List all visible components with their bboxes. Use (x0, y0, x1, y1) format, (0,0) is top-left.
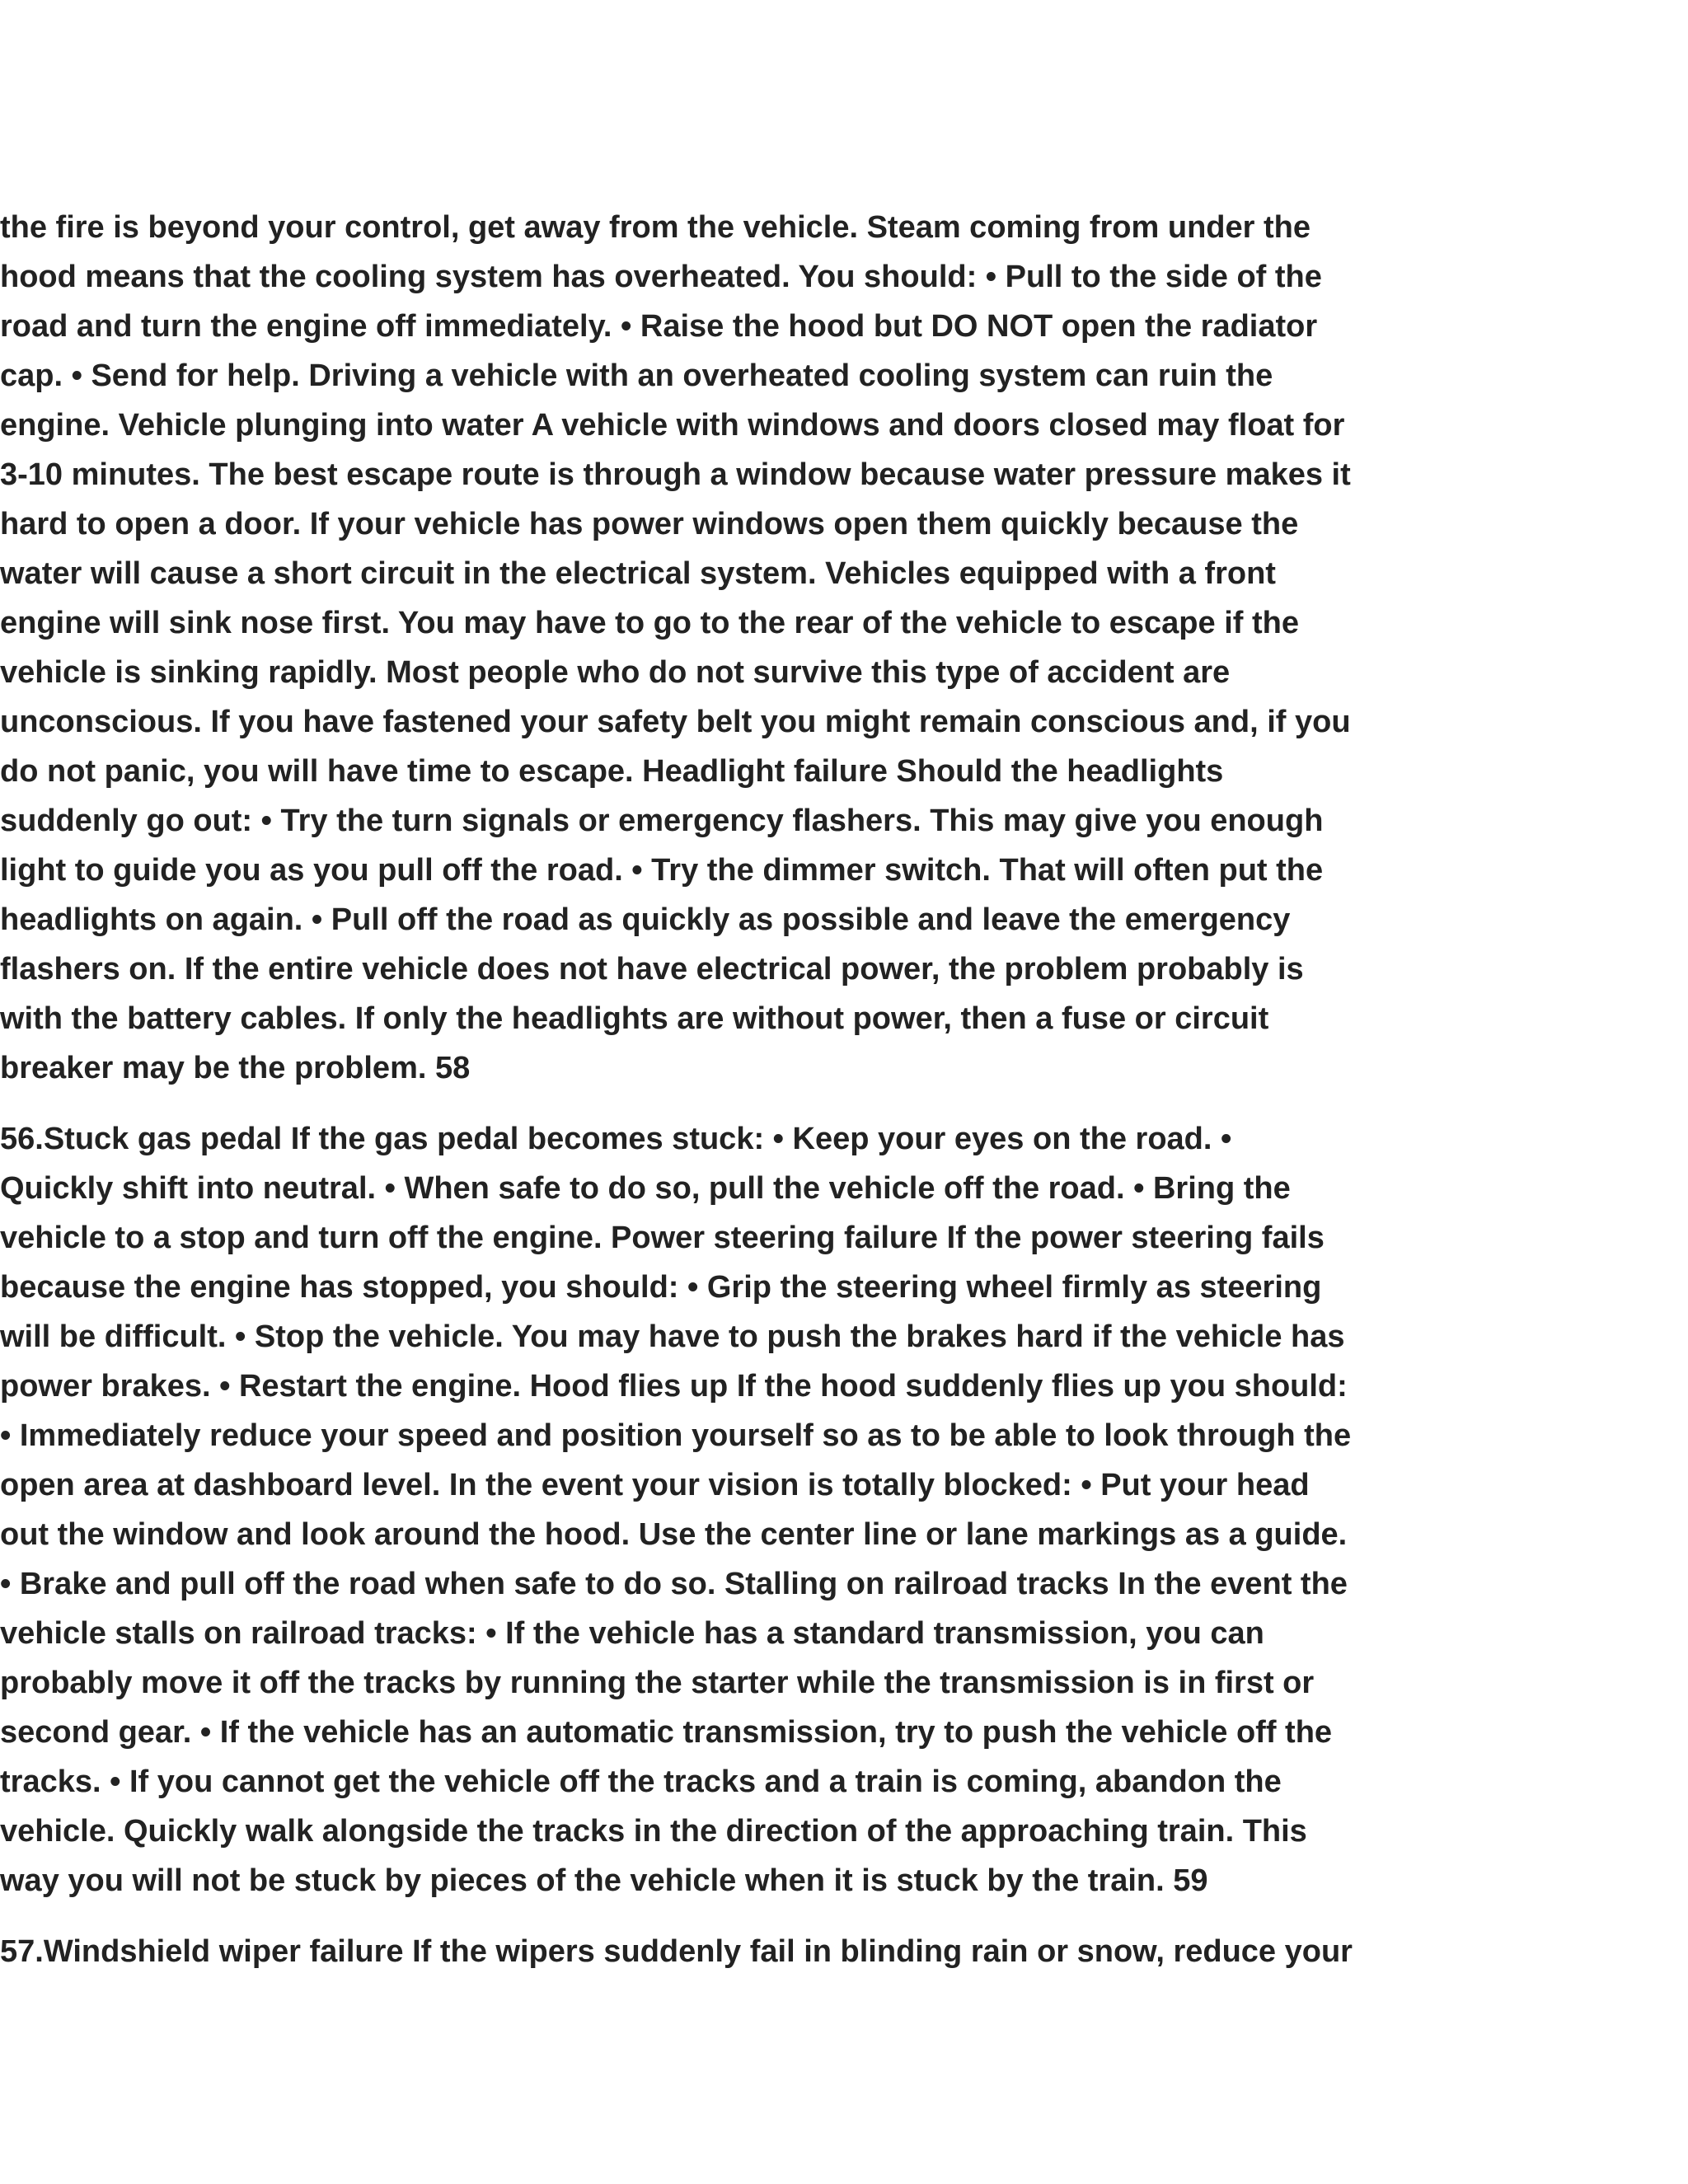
text-line: vehicle. Quickly walk alongside the tracks in the direction of the approaching train. This (0, 1814, 1307, 1849)
text-line: the fire is beyond your control, get away from the vehicle. Steam coming from under the (0, 210, 1311, 245)
text-line: • Brake and pull off the road when safe to do so. Stalling on railroad tracks In the event the (0, 1567, 1348, 1601)
text-line: out the window and look around the hood. Use the center line or lane markings as a guide. (0, 1517, 1348, 1552)
text-line: engine. Vehicle plunging into water A vehicle with windows and doors closed may float for (0, 408, 1345, 443)
text-line: cap. • Send for help. Driving a vehicle with an overheated cooling system can ruin the (0, 359, 1273, 393)
text-line: engine will sink nose first. You may have to go to the rear of the vehicle to escape if the (0, 606, 1299, 640)
text-line: 3-10 minutes. The best escape route is through a window because water pressure makes it (0, 457, 1351, 492)
text-line: will be difficult. • Stop the vehicle. You may have to push the brakes hard if the vehicle has (0, 1319, 1345, 1354)
text-line: way you will not be stuck by pieces of the vehicle when it is stuck by the train. 59 (0, 1863, 1208, 1898)
text-line: 57.Windshield wiper failure If the wipers suddenly fail in blinding rain or snow, reduce your (0, 1934, 1353, 1969)
text-line: with the battery cables. If only the headlights are without power, then a fuse or circuit (0, 1001, 1269, 1036)
text-line: flashers on. If the entire vehicle does not have electrical power, the problem probably is (0, 952, 1304, 987)
text-line: probably move it off the tracks by running the starter while the transmission is in first or (0, 1666, 1315, 1700)
text-line: Quickly shift into neutral. • When safe to do so, pull the vehicle off the road. • Bring the (0, 1171, 1291, 1206)
text-line: tracks. • If you cannot get the vehicle off the tracks and a train is coming, abandon the (0, 1765, 1282, 1799)
text-line: vehicle to a stop and turn off the engine. Power steering failure If the power steering fails (0, 1221, 1325, 1255)
text-line: vehicle stalls on railroad tracks: • If the vehicle has a standard transmission, you can (0, 1616, 1264, 1651)
text-line: unconscious. If you have fastened your safety belt you might remain conscious and, if you (0, 705, 1351, 739)
text-line: do not panic, you will have time to escape. Headlight failure Should the headlights (0, 754, 1224, 789)
text-line: second gear. • If the vehicle has an automatic transmission, try to push the vehicle off the (0, 1715, 1333, 1750)
text-line: road and turn the engine off immediately. • Raise the hood but DO NOT open the radiator (0, 309, 1318, 344)
text-line: suddenly go out: • Try the turn signals or emergency flashers. This may give you enough (0, 804, 1324, 838)
text-line: breaker may be the problem. 58 (0, 1051, 471, 1085)
document-page (0, 203, 1451, 1976)
text-line: headlights on again. • Pull off the road as quickly as possible and leave the emergency (0, 902, 1291, 937)
paragraph-57-windshield-wiper-failure (0, 1927, 1451, 1976)
text-line: open area at dashboard level. In the event your vision is totally blocked: • Put your head (0, 1468, 1310, 1502)
text-line: light to guide you as you pull off the road. • Try the dimmer switch. That will often put the (0, 853, 1324, 888)
paragraph-56-stuck-gas-pedal (0, 1114, 1451, 1905)
text-line: hood means that the cooling system has overheated. You should: • Pull to the side of the (0, 260, 1322, 294)
text-line: hard to open a door. If your vehicle has power windows open them quickly because the (0, 507, 1299, 541)
paragraph-emergencies-continued (0, 203, 1451, 1093)
text-line: • Immediately reduce your speed and position yourself so as to be able to look through the (0, 1418, 1352, 1453)
text-line: 56.Stuck gas pedal If the gas pedal becomes stuck: • Keep your eyes on the road. • (0, 1122, 1232, 1156)
text-line: water will cause a short circuit in the electrical system. Vehicles equipped with a front (0, 556, 1276, 591)
text-line: power brakes. • Restart the engine. Hood flies up If the hood suddenly flies up you should: (0, 1369, 1348, 1404)
text-line: because the engine has stopped, you should: • Grip the steering wheel firmly as steering (0, 1270, 1322, 1305)
text-line: vehicle is sinking rapidly. Most people who do not survive this type of accident are (0, 655, 1231, 690)
